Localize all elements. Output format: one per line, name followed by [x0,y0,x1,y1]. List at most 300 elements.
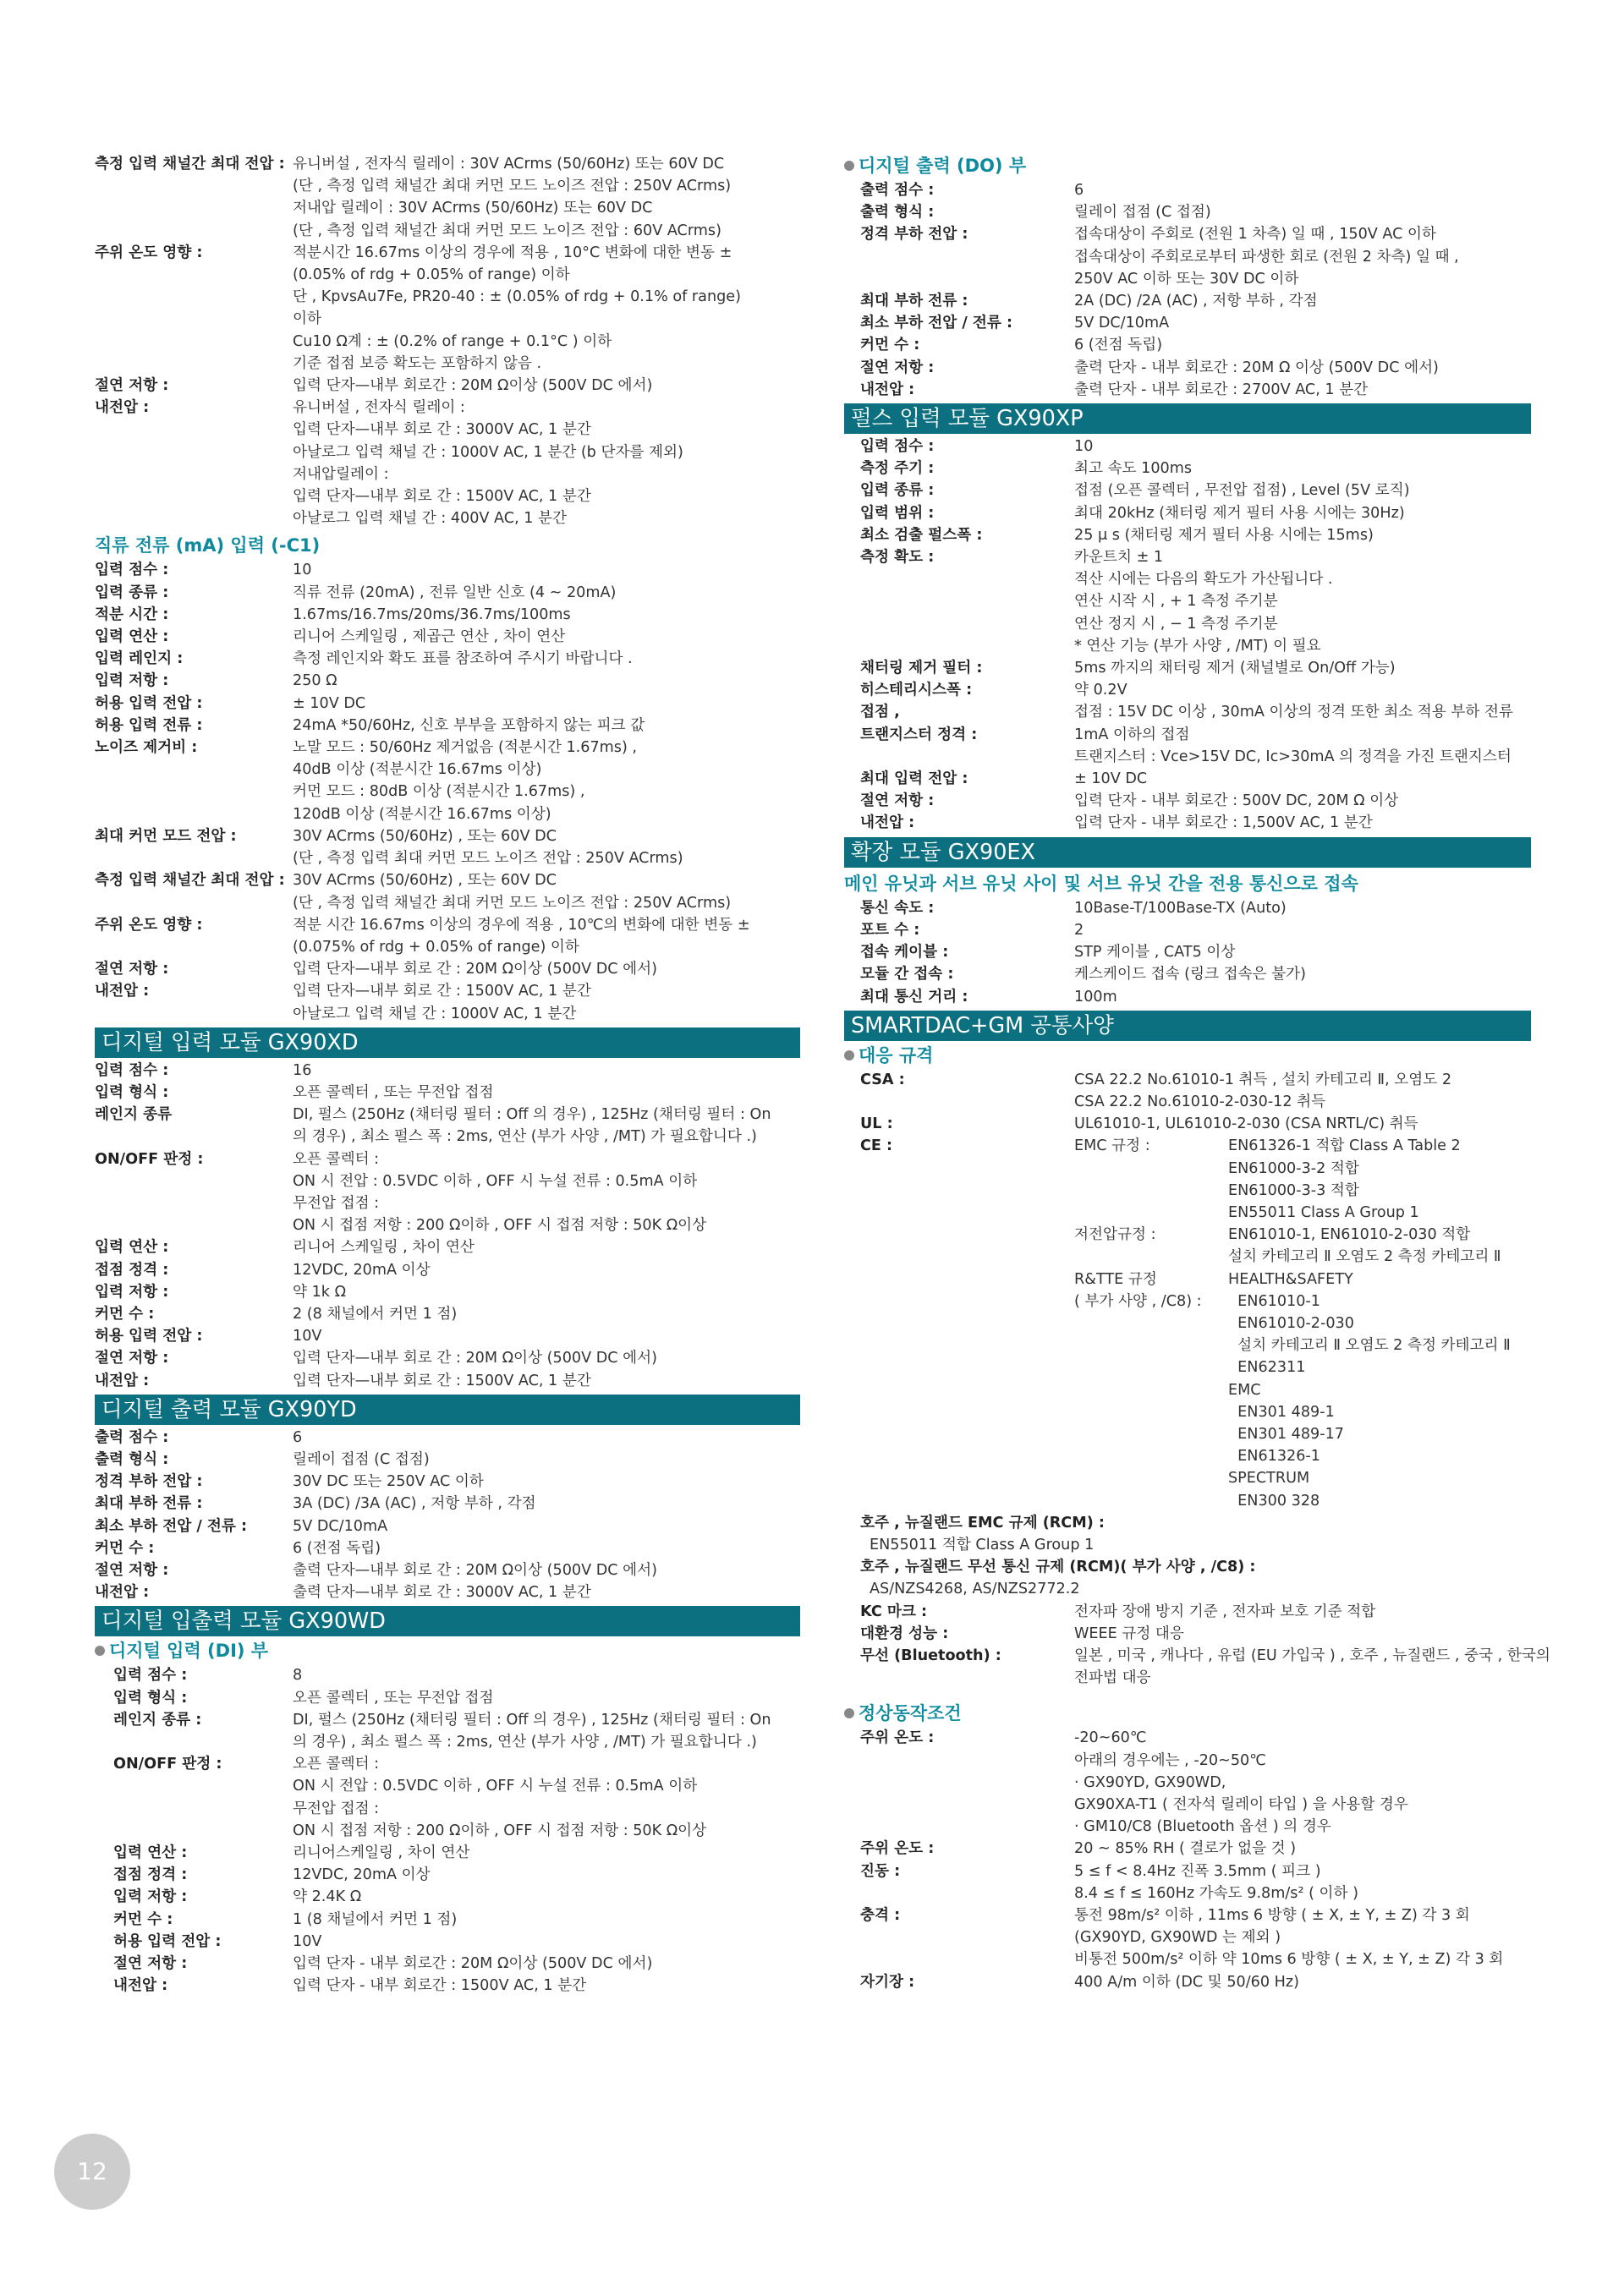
spec-row [95,1325,800,1347]
spec-label: 출력 점수 : [95,1428,169,1446]
spec-value-line: 출력 단자 - 내부 회로간 : 20M Ω 이상 (500V DC 에서) [1074,359,1439,376]
standard-regulation [1074,1379,1228,1401]
spec-row [844,1113,1531,1135]
spec-label: 최소 부하 전압 / 전류 : [95,1517,248,1535]
standard-item: EN301 489-1 [1228,1403,1335,1421]
spec-row [844,679,1531,701]
spec-value [293,1236,800,1258]
standard-line [1074,1158,1531,1180]
spec-label: 내전압 : [113,1977,168,1995]
spec-row [95,1471,800,1493]
spec-value-line: 24mA *50/60Hz, 신호 부부을 포함하지 않는 피크 값 [293,716,645,734]
spec-value-line: 전파법 대응 [1074,1669,1151,1687]
spec-label: 절연 저항 : [95,1350,169,1367]
spec-value-line: DI, 펄스 (250Hz (채터링 필터 : Off 의 경우) , 125Hz (채터링 필터 : On [293,1711,771,1729]
spec-value [293,1909,800,1931]
spec-value-line: DI, 펄스 (250Hz (채터링 필터 : Off 의 경우) , 125Hz (채터링 필터 : On [293,1106,771,1124]
spec-value-line: 입력 단자 - 내부 회로간 : 1,500V AC, 1 분간 [1074,814,1373,832]
spec-value-line: UL61010-1, UL61010-2-030 (CSA NRTL/C) 취득 [1074,1115,1418,1133]
standard-regulation [1074,1180,1228,1202]
spec-row [844,1971,1531,1993]
spec-block [844,1556,1531,1600]
spec-value-line: 약 2.4K Ω [293,1888,362,1906]
spec-value-line: 아날로그 입력 채널 간 : 400V AC, 1 분간 [293,510,568,528]
spec-value [293,980,800,1024]
spec-row [844,1838,1531,1860]
spec-value [293,626,800,648]
spec-row [95,1259,800,1281]
spec-value-line: 2 [1074,921,1084,939]
spec-row [95,1347,800,1369]
spec-value-line: (GX90YD, GX90WD 는 제외 ) [1074,1929,1281,1947]
spec-value [1074,812,1531,834]
spec-label: 정격 부하 전압 : [95,1473,203,1491]
spec-value [1074,790,1531,812]
spec-value-line: 리니어 스케일링 , 제곱근 연산 , 차이 연산 [293,628,566,646]
spec-value [1074,963,1531,985]
spec-label: 출력 형식 : [860,204,935,222]
spec-value-line: 카운트치 ± 1 [1074,549,1164,567]
spec-label: 출력 형식 : [95,1450,169,1468]
spec-row [844,986,1531,1008]
left-column [95,153,800,1997]
spec-label: 측정 주기 : [860,460,935,478]
spec-value [293,1493,800,1515]
spec-label: 입력 형식 : [113,1689,188,1707]
spec-row [95,1515,800,1537]
spec-label: 내전압 : [95,1372,150,1389]
standard-regulation: 저전압규정 : [1074,1226,1156,1244]
spec-value [1074,179,1531,201]
spec-value-line: 입력 단자—내부 회로 간 : 1500V AC, 1 분간 [293,1372,591,1389]
spec-value [293,1449,800,1471]
spec-value-line: 1.67ms/16.7ms/20ms/36.7ms/100ms [293,606,571,623]
spec-value-line: 6 [293,1428,303,1446]
spec-row [95,626,800,648]
spec-row [95,1060,800,1082]
spec-label: 내전압 : [860,814,915,832]
spec-row [95,242,800,375]
spec-value [1074,768,1531,790]
spec-label: 무선 (Bluetooth) : [860,1647,1001,1664]
standard-item: EMC [1228,1381,1261,1399]
spec-value-line: 유니버설 , 전자식 릴레이 : [293,399,465,417]
spec-row [844,379,1531,401]
spec-value-line: 케스케이드 접속 (링크 접속은 불가) [1074,966,1307,984]
spec-value-line: WEEE 규정 대응 [1074,1625,1184,1642]
standard-item: EN300 328 [1228,1492,1320,1510]
spec-label: 접점 정격 : [95,1261,169,1279]
standard-item: EN61010-1 [1228,1292,1320,1310]
spec-value [1074,436,1531,458]
spec-value-line: 10V [293,1328,322,1345]
standard-line [1074,1356,1531,1378]
spec-value-line: ON 시 접점 저항 : 200 Ω이하 , OFF 시 접점 저항 : 50K Ω이상 [293,1217,707,1235]
standard-regulation: EMC 규정 : [1074,1137,1150,1155]
spec-value-line: 입력 단자 - 내부 회로간 : 1500V AC, 1 분간 [293,1977,587,1995]
spec-value [293,1537,800,1559]
spec-row [95,582,800,604]
standard-line [1074,1202,1531,1224]
standard-regulation [1074,1467,1228,1489]
spec-value [293,1104,800,1148]
spec-label: ON/OFF 판정 : [95,1150,204,1168]
spec-row [95,715,800,737]
spec-value-line: 100m [1074,988,1117,1006]
spec-value-line: 6 (전점 독립) [293,1539,381,1557]
spec-row [844,479,1531,501]
spec-block [844,1512,1531,1556]
spec-value-line: ON 시 접점 저항 : 200 Ω이하 , OFF 시 접점 저항 : 50K Ω이상 [293,1822,707,1839]
spec-row [844,897,1531,919]
spec-value-line: 오픈 콜렉터 , 또는 무전압 접점 [293,1689,494,1707]
section-header: 디지털 출력 모듈 GX90YD [95,1395,800,1425]
spec-label: 측정 입력 채널간 최대 전압 : [95,872,285,890]
standard-line [1074,1224,1531,1246]
standard-line [1074,1445,1531,1467]
spec-value [293,375,800,397]
spec-value-line: 5V DC/10mA [1074,315,1170,332]
spec-value-line: (0.075% of rdg + 0.05% of range) 이하 [293,938,579,956]
spec-row [95,1975,800,1997]
spec-value-line: ON 시 전압 : 0.5VDC 이하 , OFF 시 누설 전류 : 0.5mA 이하 [293,1778,698,1795]
spec-value [1074,201,1531,223]
spec-label: 최대 부하 전류 : [95,1495,203,1513]
spec-label: 허용 입력 전류 : [95,716,203,734]
right-column [844,153,1550,1993]
spec-value-line: 일본 , 미국 , 캐나다 , 유럽 (EU 가입국 ) , 호주 , 뉴질랜드 , 중국 , 한국의 [1074,1647,1550,1664]
page-number: 12 [54,2134,130,2210]
spec-value [293,1559,800,1581]
spec-value [293,1347,800,1369]
standard-item: 설치 카테고리 Ⅱ 오염도 2 측정 카테고리 Ⅱ [1228,1248,1501,1266]
spec-label: 최대 부하 전류 : [860,293,968,310]
spec-value [1074,1135,1531,1511]
spec-label: 출력 점수 : [860,182,935,199]
spec-row [95,1370,800,1392]
spec-value-line: 접점 (오픈 콜렉터 , 무전압 접점) , Level (5V 로직) [1074,482,1410,500]
spec-value-line: (단 , 측정 입력 최대 커먼 모드 노이즈 전압 : 250V ACrms) [293,850,683,868]
spec-label: 자기장 : [860,1973,915,1991]
spec-value-line: 비통전 500m/s² 이하 약 10ms 6 방향 ( ± X, ± Y, ± Z) 각 3 회 [1074,1951,1504,1969]
spec-value [1074,546,1531,657]
spec-value-line: 트랜지스터 : Vce>15V DC, Ic>30mA 의 정격을 가진 트랜지스터 [1074,748,1512,765]
spec-value [1074,1971,1531,1993]
spec-row [95,1581,800,1603]
spec-label: 커먼 수 : [95,1539,155,1557]
spec-label: 진동 : [860,1862,901,1880]
spec-row [844,502,1531,524]
spec-label: 커먼 수 : [860,337,920,354]
spec-label: 레인지 종류 : [113,1711,202,1729]
spec-row [844,357,1531,379]
spec-value [293,153,800,242]
spec-value-line: 연산 시작 시 , + 1 측정 주기분 [1074,593,1278,611]
spec-row [95,980,800,1024]
spec-label: 입력 저항 : [95,1283,169,1301]
spec-row [95,1449,800,1471]
spec-value [1074,1860,1531,1904]
spec-value-line: 노말 모드 : 50/60Hz 제거없음 (적분시간 1.67ms) , [293,739,637,757]
spec-row [844,1727,1531,1838]
spec-label: 최대 입력 전압 : [860,770,968,788]
spec-value-line: 아날로그 입력 채널 간 : 1000V AC, 1 분간 (b 단자를 제외) [293,443,683,461]
spec-label: 접속 케이블 : [860,944,949,962]
spec-value [293,1325,800,1347]
spec-row [95,958,800,980]
spec-value [293,1515,800,1537]
spec-label: 측정 입력 채널간 최대 전압 : [95,156,285,173]
spec-value-line: 접속대상이 주회로로부터 파생한 회로 (전원 2 차측) 일 때 , [1074,248,1459,266]
spec-value-line: (0.05% of rdg + 0.05% of range) 이하 [293,266,570,284]
spec-row [844,724,1531,768]
subsection-title: 대응 규격 [844,1043,1531,1069]
spec-label: 주위 온도 : [860,1729,935,1747]
spec-label: 주위 온도 : [860,1840,935,1858]
spec-value-line: 출력 단자—내부 회로 간 : 20M Ω이상 (500V DC 에서) [293,1561,657,1579]
spec-value-line: 연산 정지 시 , − 1 측정 주기분 [1074,615,1278,633]
spec-value [1074,223,1531,290]
standard-regulation [1074,1158,1228,1180]
spec-value-line: * 연산 기능 (부가 사양 , /MT) 이 필요 [1074,637,1321,655]
spec-row [95,604,800,626]
spec-value [293,1709,800,1753]
standard-regulation: ( 부가 사양 , /C8) : [1074,1292,1202,1310]
spec-label: 레인지 종류 [95,1106,173,1124]
spec-value [293,1886,800,1908]
spec-label: 절연 저항 : [95,377,169,395]
standard-item: HEALTH&SAFETY [1228,1270,1353,1288]
spec-value-line: 2A (DC) /2A (AC) , 저항 부하 , 각점 [1074,293,1318,310]
spec-value-line: 적분시간 16.67ms 이상의 경우에 적용 , 10°C 변화에 대한 변동 ± [293,244,732,261]
standard-line [1074,1401,1531,1423]
standard-item: EN61326-1 적합 Class A Table 2 [1228,1137,1461,1155]
spec-value-line: 아날로그 입력 채널 간 : 1000V AC, 1 분간 [293,1005,577,1022]
spec-label: 절연 저항 : [860,359,935,376]
spec-value-line: 25 μ s (채터링 제거 필터 사용 시에는 15ms) [1074,526,1374,544]
spec-value [1074,1727,1531,1838]
spec-row [95,1664,800,1686]
spec-label: 정격 부하 전압 : [860,226,968,244]
standard-line [1074,1269,1531,1290]
spec-value [1074,1838,1531,1860]
standard-item: EN61326-1 [1228,1448,1320,1466]
spec-value-line: 입력 단자—내부 회로 간 : 1500V AC, 1 분간 [293,488,591,506]
section-header: 확장 모듈 GX90EX [844,837,1531,868]
spec-label: 입력 범위 : [860,504,935,522]
spec-value-line: 오픈 콜렉터 : [293,1150,380,1168]
spec-value-line: 출력 단자 - 내부 회로간 : 2700V AC, 1 분간 [1074,381,1369,398]
spec-value-line: 5ms 까지의 채터링 제거 (채널별로 On/Off 가능) [1074,660,1396,677]
spec-value [293,1864,800,1886]
spec-value [293,1953,800,1975]
spec-label: 주위 온도 영향 : [95,244,203,261]
spec-label: 절연 저항 : [860,792,935,810]
spec-label: 커먼 수 : [113,1910,173,1928]
spec-value-line: 250V AC 이하 또는 30V DC 이하 [1074,270,1299,288]
spec-row [844,963,1531,985]
spec-row [844,790,1531,812]
spec-value-line: 약 1k Ω [293,1283,347,1301]
spec-value [1074,290,1531,312]
spec-label: 최대 통신 거리 : [860,988,968,1006]
spec-value [293,1664,800,1686]
standard-item: 설치 카테고리 Ⅱ 오염도 2 측정 카테고리 Ⅱ [1228,1337,1511,1355]
spec-value-line: 8 [293,1667,303,1685]
standard-regulation [1074,1202,1228,1224]
spec-row [844,768,1531,790]
standard-regulation [1074,1246,1228,1268]
standard-line [1074,1135,1531,1157]
standard-line [1074,1467,1531,1489]
spec-row [844,436,1531,458]
standard-item: EN61010-1, EN61010-2-030 적합 [1228,1226,1471,1244]
spec-value-line: ON 시 전압 : 0.5VDC 이하 , OFF 시 누설 전류 : 0.5mA 이하 [293,1172,698,1190]
spec-value [293,242,800,375]
spec-value-line: (단 , 측정 입력 채널간 최대 커먼 모드 노이즈 전압 : 60V ACrms) [293,222,721,239]
spec-label: 모듈 간 접속 : [860,966,954,984]
spec-value-line: 오픈 콜렉터 : [293,1756,380,1773]
spec-row [95,1953,800,1975]
spec-label: 주위 온도 영향 : [95,916,203,934]
spec-row [844,1860,1531,1904]
spec-value [293,1581,800,1603]
spec-value-line: 40dB 이상 (적분시간 16.67ms 이상) [293,761,542,779]
spec-value-line: 단 , KpvsAu7Fe, PR20-40 : ± (0.05% of rdg + 0.1% of range) [293,288,741,306]
spec-value-line: 10Base-T/100Base-TX (Auto) [1074,899,1287,917]
spec-value [1074,334,1531,356]
subsection-title: 정상동작조건 [844,1701,1531,1727]
spec-row [95,1493,800,1515]
spec-value [1074,679,1531,701]
standard-line [1074,1246,1531,1268]
spec-value: AS/NZS4268, AS/NZS2772.2 [870,1581,1080,1598]
spec-row [844,546,1531,657]
spec-value [293,715,800,737]
spec-value [1074,1904,1531,1971]
spec-row [95,869,800,913]
spec-value [293,869,800,913]
spec-value-line: 5 ≤ f < 8.4Hz 진폭 3.5mm ( 피크 ) [1074,1862,1321,1880]
spec-value [1074,724,1531,768]
spec-label: 포트 수 : [860,921,920,939]
standard-line [1074,1312,1531,1334]
spec-row [95,1753,800,1842]
spec-row [95,737,800,825]
spec-row [844,524,1531,546]
spec-label: 입력 레인지 : [95,650,184,668]
spec-value-line: 통전 98m/s² 이하 , 11ms 6 방향 ( ± X, ± Y, ± Z) 각 3 회 [1074,1907,1470,1925]
spec-label: KC 마크 : [860,1603,928,1620]
standard-regulation [1074,1401,1228,1423]
spec-label: 트랜지스터 정격 : [860,726,978,743]
spec-label: 내전압 : [860,381,915,398]
spec-label: 입력 종류 : [95,584,169,601]
spec-value [293,648,800,670]
subsection-title: 디지털 입력 (DI) 부 [95,1638,800,1664]
spec-value-line: 10V [293,1932,322,1950]
spec-row [95,1303,800,1325]
spec-label: 측정 확도 : [860,549,935,567]
spec-label: 절연 저항 : [95,961,169,978]
spec-row [95,1537,800,1559]
spec-row [95,825,800,869]
spec-row [95,1281,800,1303]
spec-value-line: 의 경우) , 최소 펄스 폭 : 2ms, 연산 (부가 사양 , /MT) 가 필요합니다 .) [293,1734,757,1751]
spec-label: CSA : [860,1071,905,1088]
spec-value [293,1303,800,1325]
spec-row [95,1931,800,1953]
section-header: 디지털 입출력 모듈 GX90WD [95,1606,800,1636]
spec-value [1074,919,1531,941]
spec-value [293,1842,800,1864]
spec-value-line: 16 [293,1061,312,1079]
spec-value-line: 400 A/m 이하 (DC 및 50/60 Hz) [1074,1973,1299,1991]
spec-value-line: ± 10V DC [1074,770,1148,788]
spec-label: 입력 점수 : [860,438,935,456]
spec-value-line: (단 , 측정 입력 채널간 최대 커먼 모드 노이즈 전압 : 250V ACrms) [293,894,732,912]
section-header: 디지털 입력 모듈 GX90XD [95,1027,800,1058]
spec-row [95,397,800,529]
spec-value-line: 6 [1074,182,1084,199]
spec-label: 입력 연산 : [95,628,169,646]
spec-label: 입력 연산 : [113,1844,188,1862]
spec-value-line: 출력 단자—내부 회로 간 : 3000V AC, 1 분간 [293,1584,591,1602]
spec-value [293,693,800,715]
spec-value-line: (단 , 측정 입력 채널간 최대 커먼 모드 노이즈 전압 : 250V ACrms) [293,178,732,195]
spec-value-line: CSA 22.2 No.61010-2-030-12 취득 [1074,1093,1326,1110]
spec-value [1074,379,1531,401]
spec-label: 채터링 제거 필터 : [860,660,983,677]
spec-row [844,334,1531,356]
subsection-title: 메인 유닛과 서브 유닛 사이 및 서브 유닛 간을 전용 통신으로 접속 [844,873,1358,894]
spec-value [293,1259,800,1281]
spec-value-line: 오픈 콜렉터 , 또는 무전압 접점 [293,1083,494,1101]
spec-value-line: 입력 단자—내부 회로 간 : 1500V AC, 1 분간 [293,983,591,1000]
spec-value-line: · GM10/C8 (Bluetooth 옵션 ) 의 경우 [1074,1818,1331,1836]
spec-label: 접점 정격 : [113,1866,188,1884]
spec-value [293,1060,800,1082]
spec-value-line: · GX90YD, GX90WD, [1074,1773,1226,1791]
spec-label: 허용 입력 전압 : [95,1328,203,1345]
spec-value-line: 약 0.2V [1074,682,1127,699]
spec-value-line: 저내압 릴레이 : 30V ACrms (50/60Hz) 또는 60V DC [293,200,653,217]
spec-value-line: 30V ACrms (50/60Hz) , 또는 60V DC [293,827,557,845]
spec-row [95,1104,800,1148]
spec-label: CE : [860,1137,893,1155]
spec-value-line: 접점 : 15V DC 이상 , 30mA 이상의 정격 또한 최소 적용 부하 전류 [1074,704,1513,721]
spec-row [95,1886,800,1908]
spec-row [95,648,800,670]
spec-value-line: 직류 전류 (20mA) , 전류 일반 신호 (4 ~ 20mA) [293,584,617,601]
spec-label: ON/OFF 판정 : [113,1756,222,1773]
subsection-title: 직류 전류 (mA) 입력 (-C1) [95,535,321,556]
spec-value-line: 커먼 모드 : 80dB 이상 (적분시간 1.67ms) , [293,783,585,801]
spec-value [293,737,800,825]
spec-label: 내전압 : [95,399,150,417]
subsection-title: 디지털 출력 (DO) 부 [844,153,1531,179]
spec-label: 입력 종류 : [860,482,935,500]
spec-value [1074,1645,1550,1689]
spec-value-line: 리니어스케일링 , 차이 연산 [293,1844,470,1862]
spec-row [844,201,1531,223]
spec-value-line: 아래의 경우에는 , -20~50℃ [1074,1751,1266,1769]
standard-regulation [1074,1423,1228,1445]
spec-row [844,179,1531,201]
spec-value-line: 리니어 스케일링 , 차이 연산 [293,1239,475,1257]
spec-value-line: CSA 22.2 No.61010-1 취득 , 설치 카테고리 Ⅱ, 오염도 2 [1074,1071,1452,1088]
spec-value [1074,524,1531,546]
